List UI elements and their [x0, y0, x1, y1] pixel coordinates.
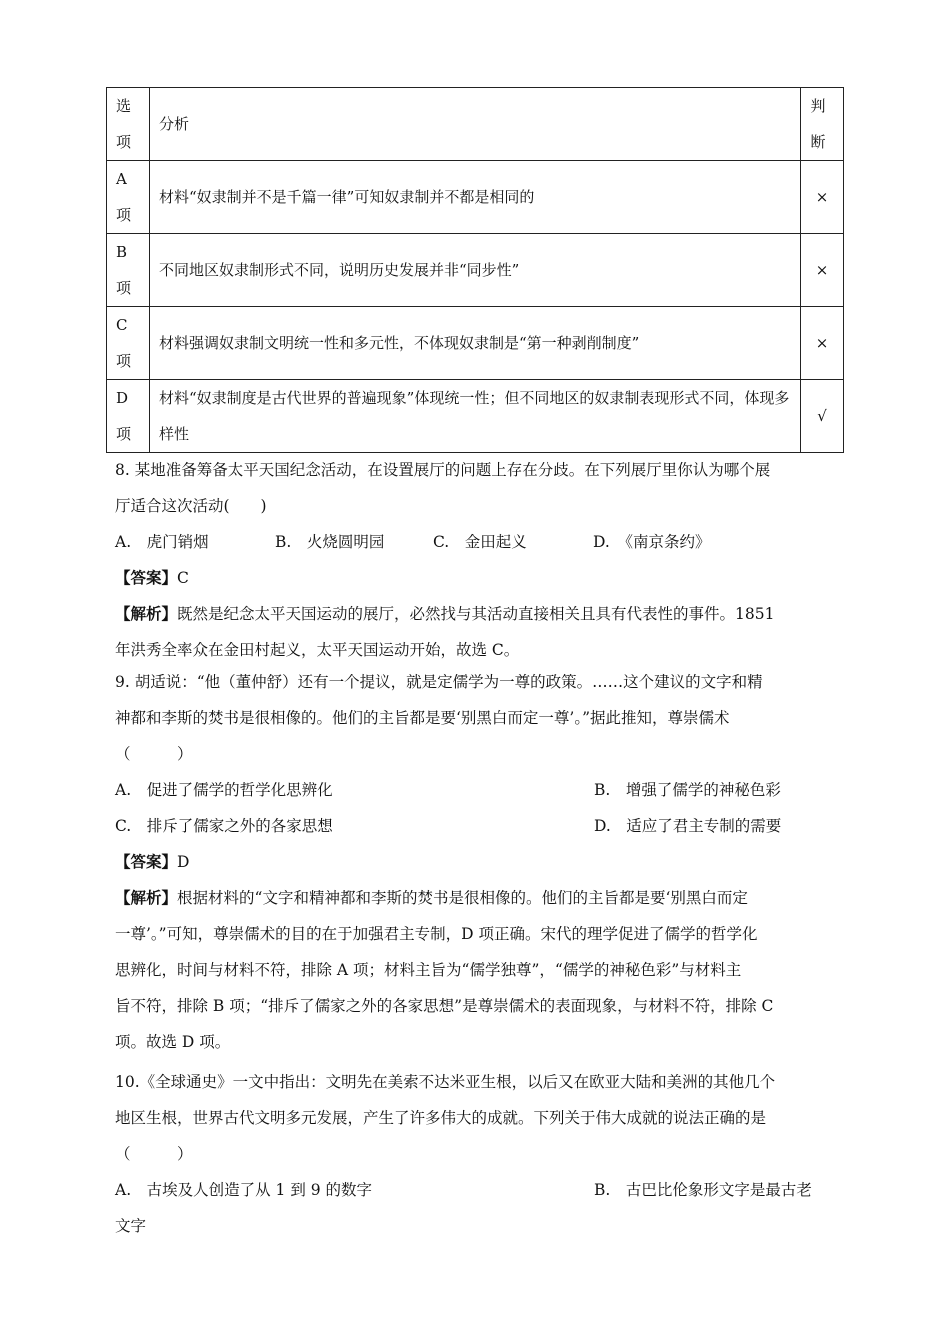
row-option: C项 — [107, 307, 150, 380]
row-option: D项 — [107, 380, 150, 453]
q9-stem-line2: 神都和李斯的焚书是很相像的。他们的主旨都是要‘别黑白而定一尊’。”据此推知，尊崇儒术 — [115, 709, 730, 727]
row-analysis: 不同地区奴隶制形式不同，说明历史发展并非“同步性” — [150, 234, 801, 307]
q9-answer — [115, 844, 837, 880]
question-10 — [115, 1064, 837, 1244]
row-judgement: × — [801, 161, 844, 234]
q9-option-c: C. 排斥了儒家之外的各家思想 — [115, 817, 333, 835]
table-row — [107, 234, 844, 307]
q9-analysis-line3: 思辨化，时间与材料不符，排除 A 项；材料主旨为“儒学独尊”，“儒学的神秘色彩”与材料主 — [115, 961, 742, 979]
q8-analysis-line1 — [115, 596, 837, 632]
q9-options-row1 — [115, 772, 837, 808]
q9-option-d: D. 适应了君主专制的需要 — [594, 817, 782, 835]
q8-option-d: D. 《南京条约》 — [593, 533, 711, 551]
row-option: B项 — [107, 234, 150, 307]
q10-option-b-continued: 文字 — [115, 1217, 147, 1235]
q10-option-b: B. 古巴比伦象形文字是最古老 — [594, 1181, 812, 1199]
analysis-text: 根据材料的“文字和精神都和李斯的焚书是很相像的。他们的主旨都是要‘别黑白而定 — [177, 889, 748, 907]
analysis-text: 既然是纪念太平天国运动的展厅，必然找与其活动直接相关且具有代表性的事件。1851 — [177, 605, 775, 623]
answer-value: C — [177, 569, 189, 587]
row-option: A项 — [107, 161, 150, 234]
row-judgement: × — [801, 234, 844, 307]
analysis-tag: 【解析】 — [115, 888, 178, 907]
header-judgement: 判断 — [801, 88, 844, 161]
q9-options-row2 — [115, 808, 837, 844]
q9-stem-line1: 9. 胡适说：“他（董仲舒）还有一个提议，就是定儒学为一尊的政策。……这个建议的文字和精 — [115, 673, 763, 691]
table-row — [107, 380, 844, 453]
row-analysis: 材料“奴隶制并不是千篇一律”可知奴隶制并不都是相同的 — [150, 161, 801, 234]
analysis-tag: 【解析】 — [115, 604, 178, 623]
table-row — [107, 161, 844, 234]
q10-options-row1 — [115, 1172, 837, 1208]
q9-option-b: B. 增强了儒学的神秘色彩 — [594, 781, 781, 799]
row-analysis: 材料“奴隶制度是古代世界的普遍现象”体现统一性；但不同地区的奴隶制表现形式不同，体现多样性 — [150, 380, 801, 453]
answer-value: D — [177, 853, 190, 871]
q9-analysis-line5: 项。故选 D 项。 — [115, 1033, 231, 1051]
q8-analysis-line2: 年洪秀全率众在金田村起义，太平天国运动开始，故选 C。 — [115, 641, 520, 659]
q9-option-a: A. 促进了儒学的哲学化思辨化 — [115, 781, 333, 799]
row-analysis: 材料强调奴隶制文明统一性和多元性，不体现奴隶制是“第一种剥削制度” — [150, 307, 801, 380]
q10-option-a: A. 古埃及人创造了从 1 到 9 的数字 — [115, 1181, 373, 1199]
q8-option-a: A. 虎门销烟 — [115, 533, 209, 551]
header-option: 选项 — [107, 88, 150, 161]
question-8 — [115, 452, 837, 668]
question-9 — [115, 664, 837, 1060]
header-analysis: 分析 — [150, 88, 801, 161]
table-row — [107, 307, 844, 380]
table-header-row — [107, 88, 844, 161]
q9-stem-line3: （ ） — [115, 745, 193, 763]
q8-answer — [115, 560, 837, 596]
q8-stem-line2: 厅适合这次活动( ) — [115, 497, 267, 515]
q9-analysis-line4: 旨不符，排除 B 项；“排斥了儒家之外的各家思想”是尊崇儒术的表面现象，与材料不符，排除 C — [115, 997, 774, 1015]
q8-option-c: C. 金田起义 — [433, 533, 527, 551]
answer-tag: 【答案】 — [115, 852, 178, 871]
analysis-table — [106, 87, 844, 453]
q10-stem-line2: 地区生根，世界古代文明多元发展，产生了许多伟大的成就。下列关于伟大成就的说法正确的是 — [115, 1109, 767, 1127]
q9-analysis-line1 — [115, 880, 837, 916]
q10-stem-line1: 10.《全球通史》一文中指出：文明先在美索不达米亚生根，以后又在欧亚大陆和美洲的其他几个 — [115, 1073, 776, 1091]
q8-stem-line1: 8. 某地准备筹备太平天国纪念活动，在设置展厅的问题上存在分歧。在下列展厅里你认为哪个展 — [115, 461, 771, 479]
q8-options — [115, 524, 837, 560]
row-judgement: √ — [801, 380, 844, 453]
q9-analysis-line2: 一尊’。”可知，尊崇儒术的目的在于加强君主专制，D 项正确。宋代的理学促进了儒学的哲学化 — [115, 925, 758, 943]
answer-tag: 【答案】 — [115, 568, 178, 587]
q8-option-b: B. 火烧圆明园 — [275, 533, 385, 551]
q10-stem-line3: （ ） — [115, 1145, 193, 1163]
row-judgement: × — [801, 307, 844, 380]
